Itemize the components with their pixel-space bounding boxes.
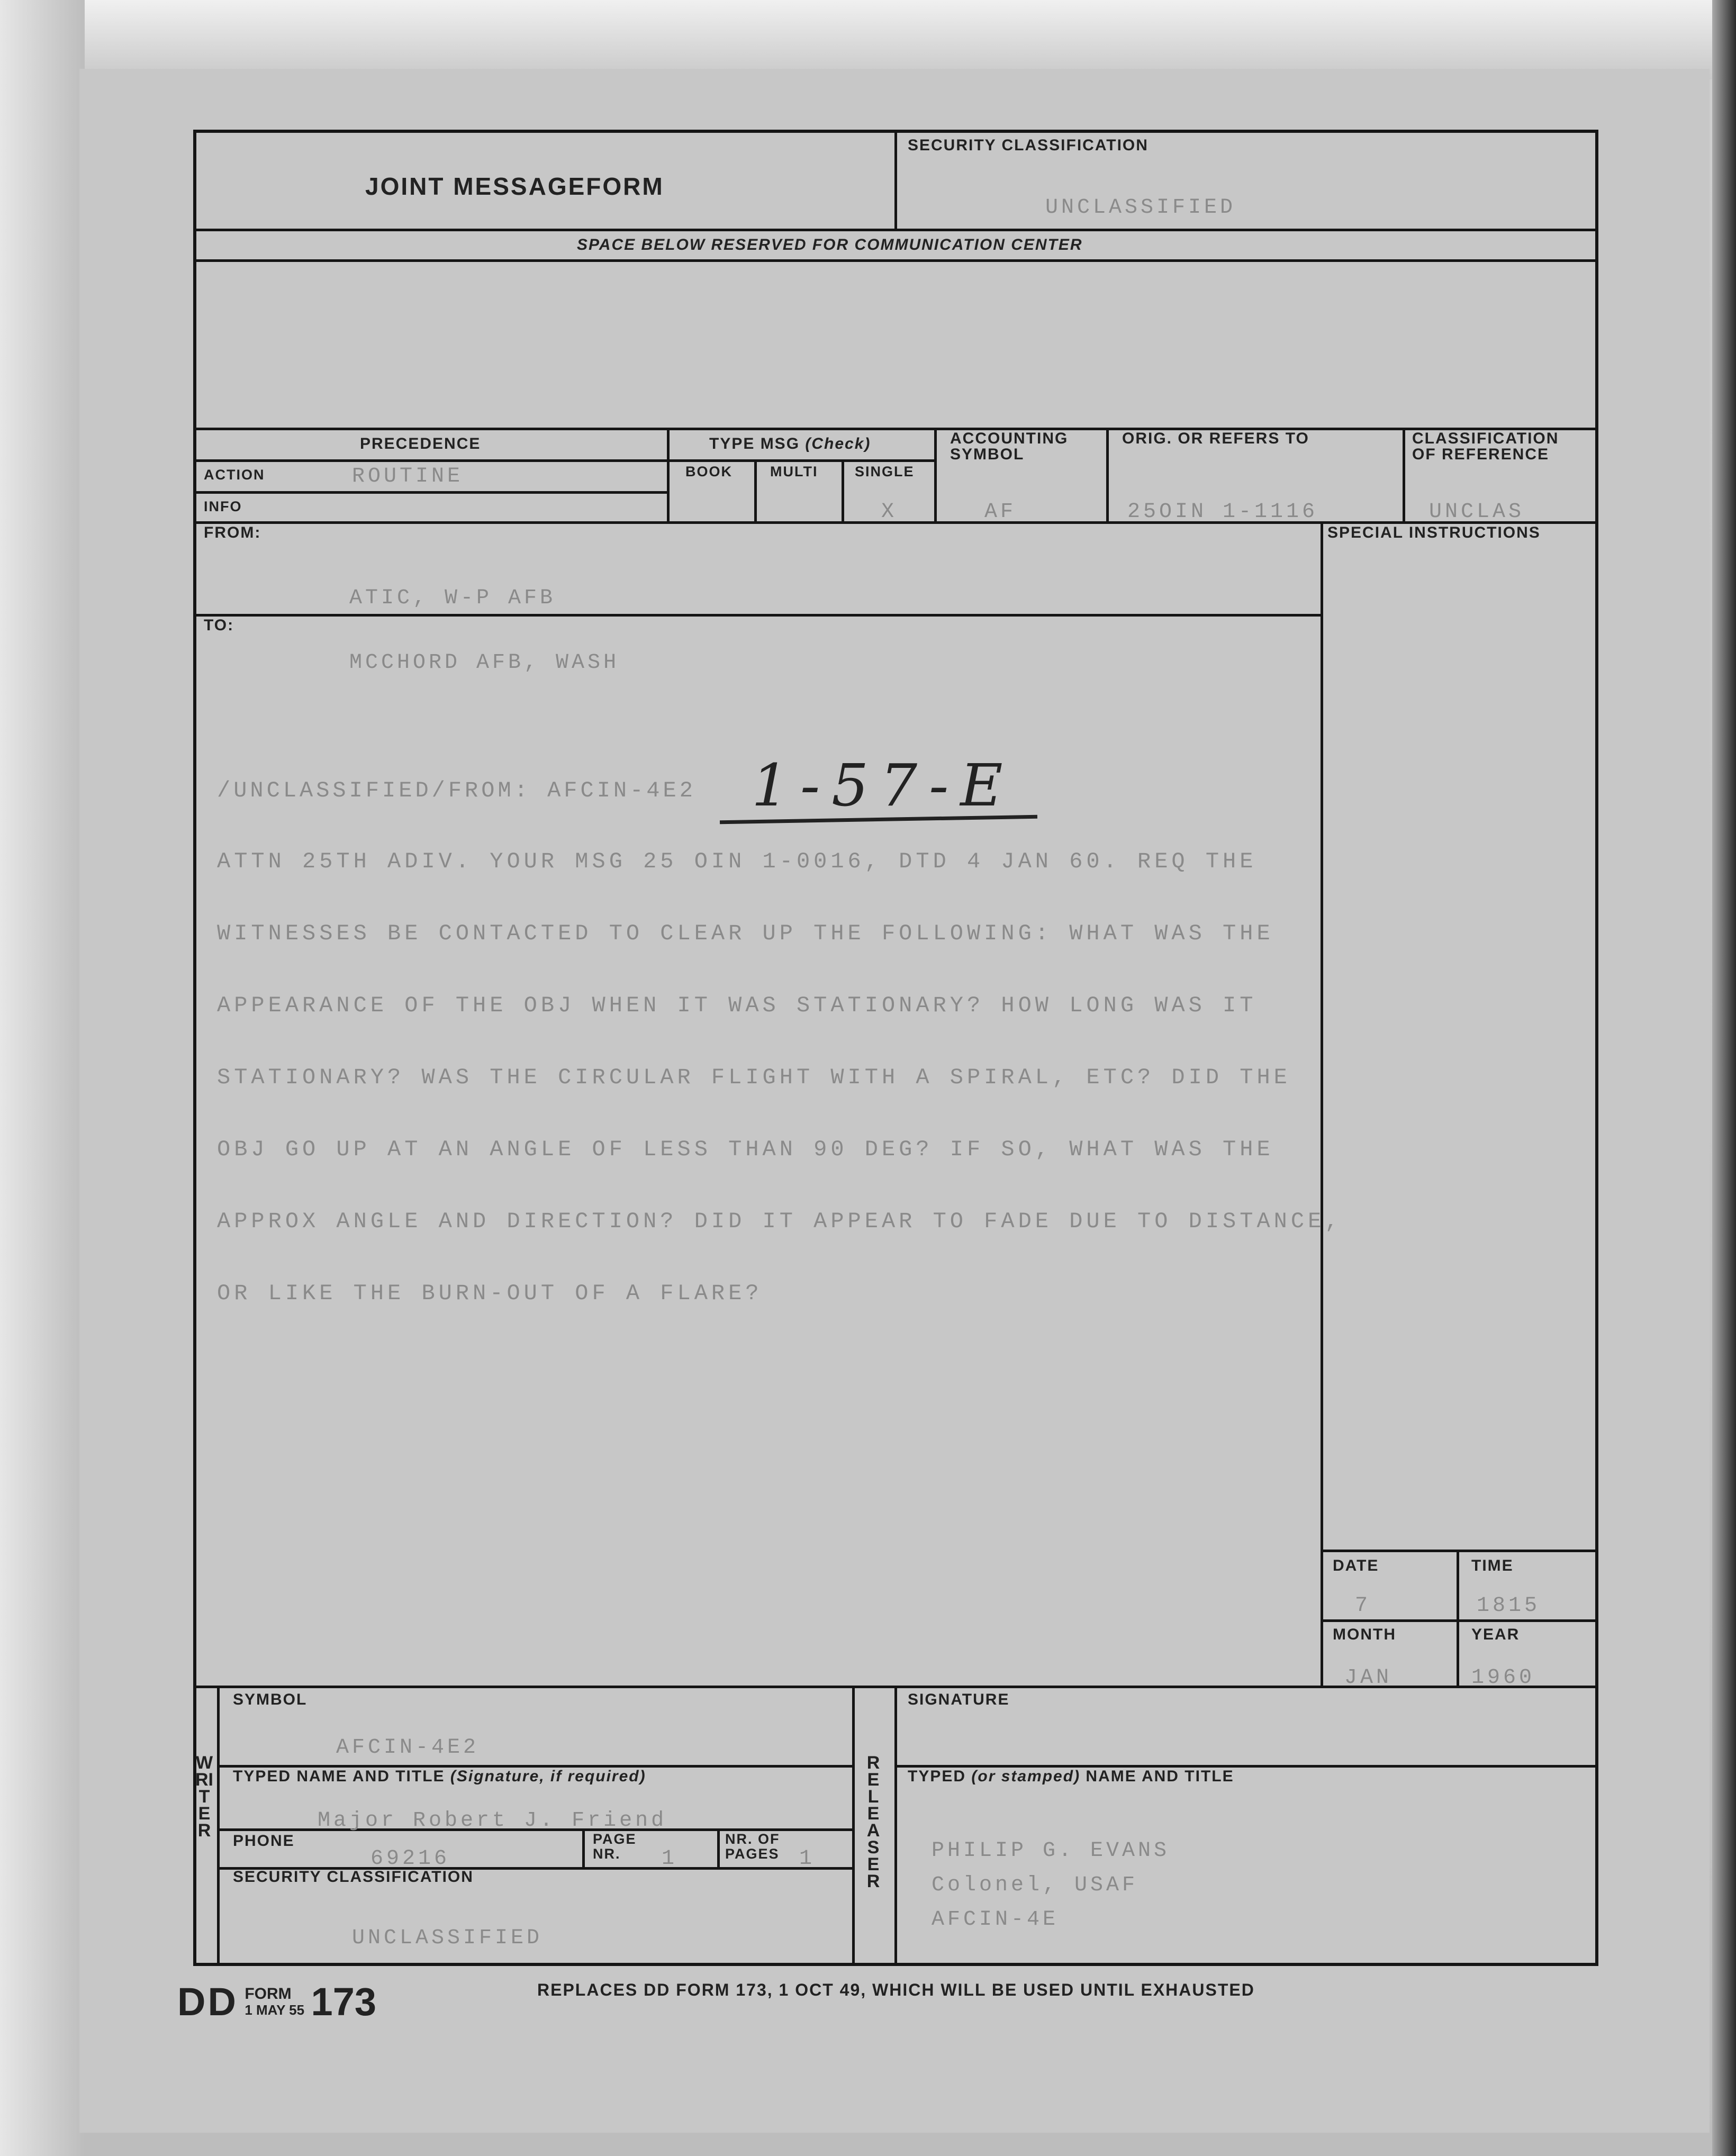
rule-col-typemsg xyxy=(934,428,937,523)
footer-dd: DD xyxy=(177,1980,238,2024)
rule-releaser-side xyxy=(894,1686,897,1966)
nr-pages-label-2: PAGES xyxy=(725,1846,780,1862)
footer-form-block xyxy=(245,1986,304,2018)
message-line: APPROX ANGLE AND DIRECTION? DID IT APPEAR TO FADE DUE TO DISTANCE, xyxy=(217,1209,1342,1234)
single-label: SINGLE xyxy=(855,464,915,479)
writer-security-value: UNCLASSIFIED xyxy=(352,1926,543,1950)
rule-col-multi xyxy=(842,459,844,523)
page-nr-value: 1 xyxy=(662,1847,678,1871)
rule-precedence-mid xyxy=(193,459,934,462)
date-value: 7 xyxy=(1355,1594,1371,1618)
message-line: STATIONARY? WAS THE CIRCULAR FLIGHT WITH A SPIRAL, ETC? DID THE xyxy=(217,1065,1291,1090)
message-line: APPEARANCE OF THE OBJ WHEN IT WAS STATIONARY? HOW LONG WAS IT xyxy=(217,993,1257,1018)
rule-col-orig xyxy=(1403,428,1405,523)
rule-col-book xyxy=(754,459,757,523)
signature-label: SIGNATURE xyxy=(908,1691,1010,1708)
date-label: DATE xyxy=(1333,1557,1379,1574)
writer-security-label: SECURITY CLASSIFICATION xyxy=(233,1868,474,1886)
symbol-value: AFCIN-4E2 xyxy=(336,1736,480,1760)
orig-refers-value: 25OIN 1-1116 xyxy=(1127,500,1318,524)
from-value: ATIC, W-P AFB xyxy=(349,586,556,610)
message-line: OR LIKE THE BURN-OUT OF A FLARE? xyxy=(217,1281,763,1306)
page-nr-label-2: NR. xyxy=(593,1846,621,1862)
rule-writer-releaser xyxy=(852,1686,855,1966)
rule-date-mid xyxy=(1321,1619,1598,1622)
phone-value: 69216 xyxy=(370,1847,450,1871)
nr-pages-value: 1 xyxy=(799,1847,816,1871)
special-instructions-label: SPECIAL INSTRUCTIONS xyxy=(1327,524,1541,541)
time-label: TIME xyxy=(1471,1557,1514,1574)
year-value: 1960 xyxy=(1471,1666,1535,1690)
handwritten-reference: 1-57-E xyxy=(752,751,1015,819)
precedence-label: PRECEDENCE xyxy=(360,435,481,452)
orig-refers-label: ORIG. OR REFERS TO xyxy=(1122,430,1309,447)
photo-border-left xyxy=(0,0,85,2156)
rule-page-nrpages xyxy=(717,1828,720,1867)
writer-vertical-label xyxy=(194,1754,215,1839)
symbol-label: SYMBOL xyxy=(233,1691,308,1708)
rule-action-info xyxy=(193,491,667,494)
rule-precedence-top xyxy=(193,428,1598,430)
page-nr-label-1: PAGE xyxy=(593,1831,637,1847)
releaser-typed-label: TYPED (or stamped) NAME AND TITLE xyxy=(908,1768,1234,1785)
year-label: YEAR xyxy=(1471,1626,1520,1643)
action-label: ACTION xyxy=(204,467,265,483)
writer-vertical-text: WRITER xyxy=(195,1753,213,1841)
info-label: INFO xyxy=(204,499,242,514)
from-label: FROM: xyxy=(204,524,261,541)
month-value: JAN xyxy=(1344,1666,1393,1690)
releaser-office: AFCIN-4E xyxy=(932,1908,1059,1932)
rule-header-divider xyxy=(894,130,897,230)
rule-from-to xyxy=(193,614,1321,617)
class-ref-value: UNCLAS xyxy=(1429,500,1525,524)
action-value: ROUTINE xyxy=(352,465,464,488)
releaser-rank: Colonel, USAF xyxy=(932,1873,1138,1897)
phone-label: PHONE xyxy=(233,1832,295,1850)
typed-name-value: Major Robert J. Friend xyxy=(318,1809,667,1833)
rule-comm-center xyxy=(193,259,1598,262)
releaser-name: PHILIP G. EVANS xyxy=(932,1839,1170,1863)
month-label: MONTH xyxy=(1333,1626,1396,1643)
class-ref-label-1: CLASSIFICATION xyxy=(1412,430,1559,447)
time-value: 1815 xyxy=(1477,1594,1541,1618)
accounting-symbol-label-1: ACCOUNTING xyxy=(950,430,1069,447)
footer-replaces-text: REPLACES DD FORM 173, 1 OCT 49, WHICH WILL BE USED UNTIL EXHAUSTED xyxy=(537,1980,1255,1999)
comm-center-label: SPACE BELOW RESERVED FOR COMMUNICATION CENTER xyxy=(577,236,1083,253)
form-footer xyxy=(177,1979,376,2024)
releaser-vertical-text: RELEASER xyxy=(866,1753,880,1891)
class-ref-label-2: OF REFERENCE xyxy=(1412,446,1550,463)
single-value: X xyxy=(881,500,898,524)
accounting-symbol-value: AF xyxy=(984,500,1017,524)
security-classification-value: UNCLASSIFIED xyxy=(1045,196,1236,220)
rule-phone-page xyxy=(582,1828,585,1867)
accounting-symbol-label-2: SYMBOL xyxy=(950,446,1025,463)
type-msg-label: TYPE MSG (Check) xyxy=(709,435,871,452)
photo-border-top xyxy=(0,0,1736,79)
message-line: WITNESSES BE CONTACTED TO CLEAR UP THE FOLLOWING: WHAT WAS THE xyxy=(217,921,1274,946)
to-value: MCCHORD AFB, WASH xyxy=(349,651,620,675)
rule-writer-side xyxy=(217,1686,220,1966)
typed-name-label: TYPED NAME AND TITLE (Signature, if required) xyxy=(233,1768,646,1785)
multi-label: MULTI xyxy=(770,464,818,479)
message-line: OBJ GO UP AT AN ANGLE OF LESS THAN 90 DEG? IF SO, WHAT WAS THE xyxy=(217,1137,1274,1162)
footer-form-word: FORM xyxy=(245,1985,292,2003)
rule-col-accounting xyxy=(1106,428,1109,523)
message-ref-line: /UNCLASSIFIED/FROM: AFCIN-4E2 xyxy=(217,778,696,803)
rule-date-divider xyxy=(1457,1550,1459,1687)
form-title: JOINT MESSAGEFORM xyxy=(365,173,664,200)
to-label: TO: xyxy=(204,617,234,634)
photo-border-right xyxy=(1712,0,1736,2156)
footer-form-number: 173 xyxy=(311,1980,377,2024)
footer-form-date: 1 MAY 55 xyxy=(245,2001,305,2018)
book-label: BOOK xyxy=(685,464,733,479)
security-classification-label: SECURITY CLASSIFICATION xyxy=(908,137,1149,154)
message-body xyxy=(217,826,1342,1329)
nr-pages-label-1: NR. OF xyxy=(725,1831,780,1847)
rule-date-top xyxy=(1321,1550,1598,1552)
rule-col-precedence xyxy=(667,428,670,523)
releaser-vertical-label xyxy=(863,1754,884,1890)
message-line: ATTN 25TH ADIV. YOUR MSG 25 OIN 1-0016, DTD 4 JAN 60. REQ THE xyxy=(217,849,1257,874)
